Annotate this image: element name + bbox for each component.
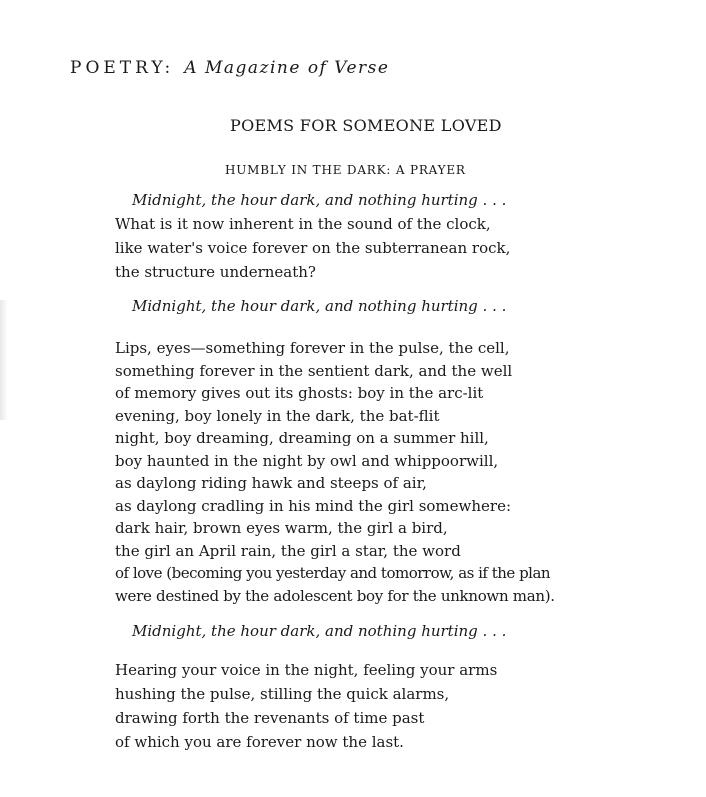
poem-line: something forever in the sentient dark, and the well bbox=[115, 362, 513, 380]
magazine-name: POETRY: bbox=[70, 58, 175, 78]
poem-line: boy haunted in the night by owl and whippoorwill, bbox=[115, 452, 499, 470]
page-edge-shadow bbox=[0, 300, 8, 420]
refrain-line: Midnight, the hour dark, and nothing hurting . . . bbox=[132, 297, 507, 315]
refrain-line: Midnight, the hour dark, and nothing hurting . . . bbox=[132, 622, 507, 640]
poem-line: of love (becoming you yesterday and tomorrow, as if the plan bbox=[115, 564, 551, 582]
poem-line: of which you are forever now the last. bbox=[115, 733, 404, 751]
poem-line: were destined by the adolescent boy for the unknown man). bbox=[115, 587, 555, 605]
poem-line: the structure underneath? bbox=[115, 263, 316, 281]
poem-line: like water's voice forever on the subterranean rock, bbox=[115, 239, 511, 257]
poem-line: dark hair, brown eyes warm, the girl a bird, bbox=[115, 519, 448, 537]
magazine-subtitle: A Magazine of Verse bbox=[184, 58, 390, 78]
poem-line: of memory gives out its ghosts: boy in the arc-lit bbox=[115, 384, 484, 402]
refrain-line: Midnight, the hour dark, and nothing hurting . . . bbox=[132, 191, 507, 209]
poem-title: HUMBLY IN THE DARK: A PRAYER bbox=[225, 163, 466, 177]
poem-line: hushing the pulse, stilling the quick alarms, bbox=[115, 685, 450, 703]
poem-line: night, boy dreaming, dreaming on a summer hill, bbox=[115, 429, 489, 447]
poem-line: evening, boy lonely in the dark, the bat-flit bbox=[115, 407, 440, 425]
poem-line: the girl an April rain, the girl a star, the word bbox=[115, 542, 461, 560]
poem-line: as daylong cradling in his mind the girl somewhere: bbox=[115, 497, 512, 515]
poem-line: drawing forth the revenants of time past bbox=[115, 709, 425, 727]
masthead bbox=[70, 58, 389, 78]
page-title: POEMS FOR SOMEONE LOVED bbox=[230, 116, 502, 135]
poem-line: Lips, eyes—something forever in the pulse, the cell, bbox=[115, 339, 510, 357]
poem-line: What is it now inherent in the sound of the clock, bbox=[115, 215, 491, 233]
poem-line: as daylong riding hawk and steeps of air, bbox=[115, 474, 427, 492]
poem-line: Hearing your voice in the night, feeling your arms bbox=[115, 661, 498, 679]
